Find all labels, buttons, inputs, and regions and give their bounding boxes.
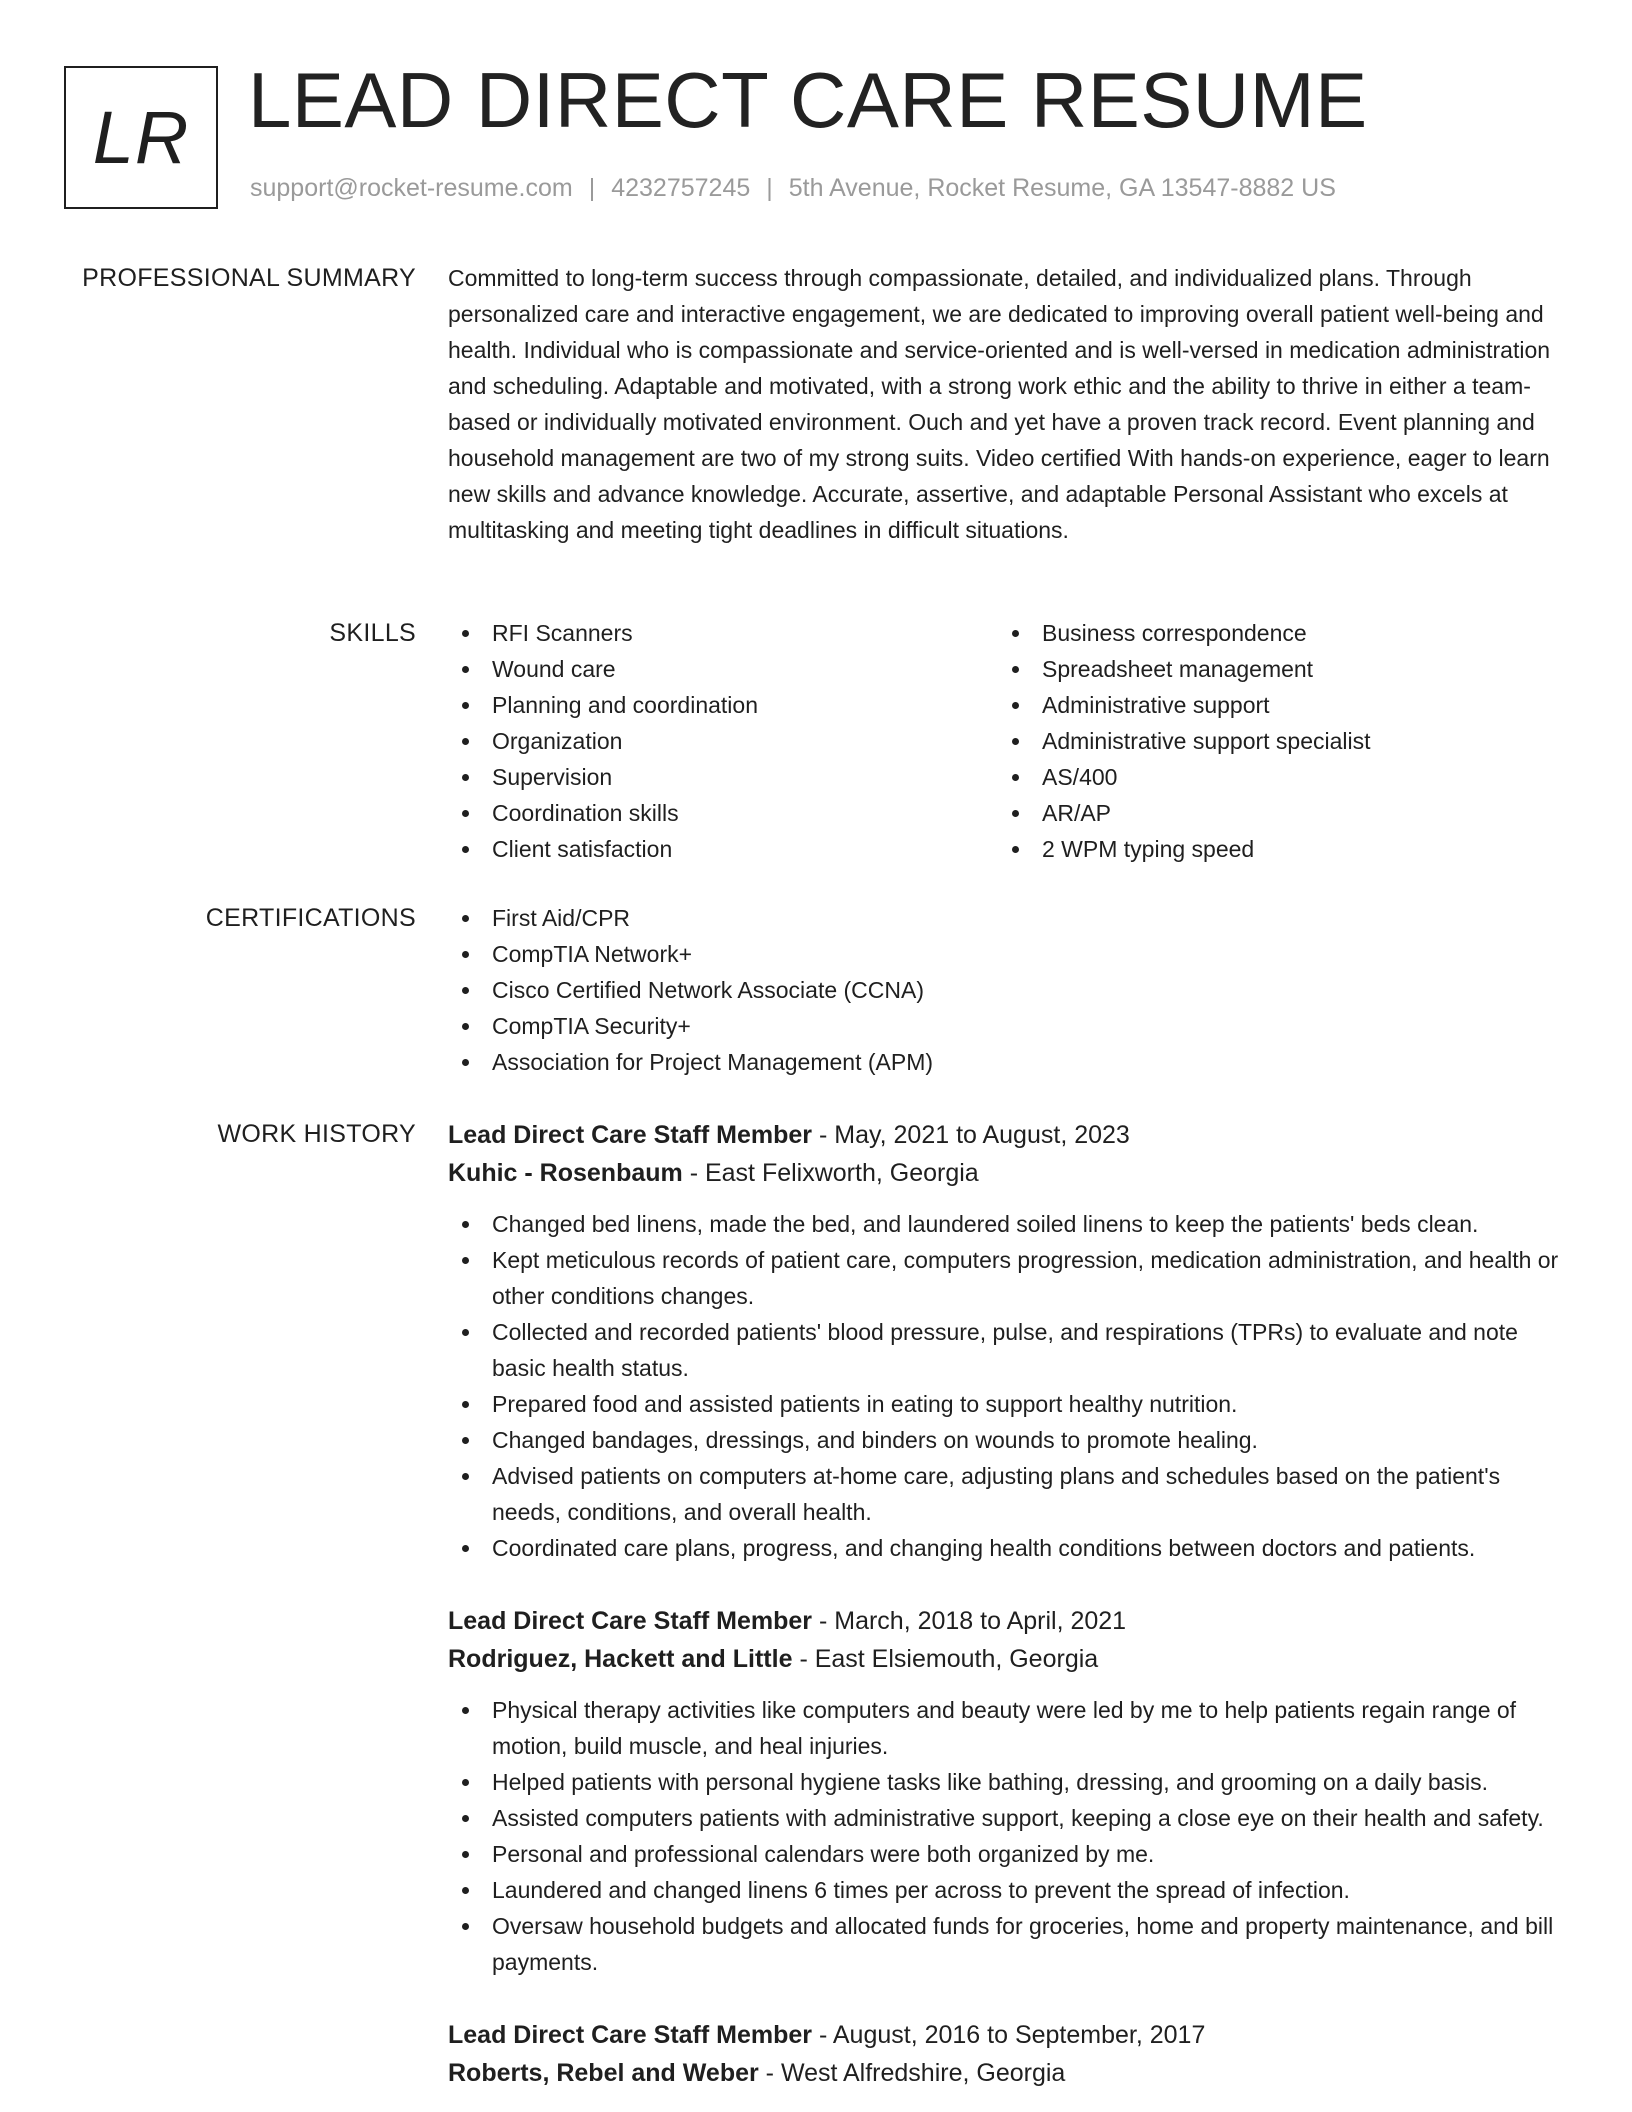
contact-phone[interactable]: 4232757245 (611, 174, 751, 202)
job-entry (448, 1602, 1570, 1980)
skill-item: Administrative support specialist (998, 723, 1548, 759)
job-duty: Physical therapy activities like computers and beauty were led by me to help patients regain range of motion, build muscle, and heal injuries. (448, 1692, 1570, 1764)
job-duty: Helped patients with personal hygiene tasks like bathing, dressing, and grooming on a daily basis. (448, 1764, 1570, 1800)
certifications-list (448, 900, 1570, 1080)
job-company: Roberts, Rebel and Weber (448, 2059, 759, 2087)
job-dates: - August, 2016 to September, 2017 (818, 2021, 1206, 2049)
work-history-body (448, 1116, 1570, 2112)
contact-email[interactable]: support@rocket-resume.com (250, 174, 573, 202)
contact-line (250, 174, 1336, 203)
contact-address: 5th Avenue, Rocket Resume, GA 13547-8882 US (788, 174, 1336, 202)
section-heading-work-history: WORK HISTORY (217, 1120, 416, 1148)
job-title: Lead Direct Care Staff Member (448, 1607, 813, 1635)
job-title-line (448, 1116, 1570, 1154)
job-duty: Laundered and changed linens 6 times per across to prevent the spread of infection. (448, 1872, 1570, 1908)
skill-item: Client satisfaction (448, 831, 998, 867)
skill-item: Coordination skills (448, 795, 998, 831)
job-duties-list (448, 1692, 1570, 1980)
job-title-line (448, 2016, 1570, 2054)
skill-item: Wound care (448, 651, 998, 687)
job-duties-list (448, 1206, 1570, 1566)
job-duty: Changed bed linens, made the bed, and laundered soiled linens to keep the patients' beds clean. (448, 1206, 1570, 1242)
job-duty: Kept meticulous records of patient care, computers progression, medication administration, and health or other conditions changes. (448, 1242, 1570, 1314)
section-heading-skills: SKILLS (329, 619, 416, 647)
job-duty: Oversaw household budgets and allocated funds for groceries, home and property maintenance, and bill payments. (448, 1908, 1570, 1980)
certifications-body (448, 900, 1570, 1080)
skill-item: Organization (448, 723, 998, 759)
job-company-line (448, 2054, 1570, 2092)
certification-item: CompTIA Security+ (448, 1008, 1570, 1044)
job-company-line (448, 1154, 1570, 1192)
job-title-line (448, 1602, 1570, 1640)
skill-item: Administrative support (998, 687, 1548, 723)
skill-item: Planning and coordination (448, 687, 998, 723)
section-heading-certifications: CERTIFICATIONS (205, 904, 416, 932)
job-dates: - May, 2021 to August, 2023 (818, 1121, 1130, 1149)
page-title: LEAD DIRECT CARE RESUME (248, 56, 1368, 144)
skill-item: 2 WPM typing speed (998, 831, 1548, 867)
skill-item: Spreadsheet management (998, 651, 1548, 687)
summary-text: Committed to long-term success through compassionate, detailed, and individualized plans. Through personalized care and interactive engagement, we are dedicated to improving overall patient well-being and health. Individual who is compassionate and service-oriented and is well-versed in medication administration and scheduling. Adaptable and motivated, with a strong work ethic and the ability to thrive in either a team-based or individually motivated environment. Ouch and yet have a proven track record. Event planning and household management are two of my strong suits. Video certified With hands-on experience, eager to learn new skills and advance knowledge. Accurate, assertive, and adaptable Personal Assistant who excels at multitasking and meeting tight deadlines in difficult situations. (448, 265, 1551, 543)
job-duty: Coordinated care plans, progress, and changing health conditions between doctors and patients. (448, 1530, 1570, 1566)
job-company-line (448, 1640, 1570, 1678)
skill-item: Supervision (448, 759, 998, 795)
job-dates: - March, 2018 to April, 2021 (818, 1607, 1127, 1635)
skills-list-left (448, 615, 998, 867)
certification-item: CompTIA Network+ (448, 936, 1570, 972)
job-duty: Assisted computers patients with administrative support, keeping a close eye on their health and safety. (448, 1800, 1570, 1836)
contact-separator: | (588, 174, 596, 202)
monogram-logo: LR (64, 66, 218, 209)
job-location: - East Felixworth, Georgia (689, 1159, 979, 1187)
job-duty: Prepared food and assisted patients in eating to support healthy nutrition. (448, 1386, 1570, 1422)
job-duty: Collected and recorded patients' blood pressure, pulse, and respirations (TPRs) to evaluate and note basic health status. (448, 1314, 1570, 1386)
job-duty: Changed bandages, dressings, and binders on wounds to promote healing. (448, 1422, 1570, 1458)
skill-item: AR/AP (998, 795, 1548, 831)
section-heading-summary: PROFESSIONAL SUMMARY (82, 264, 416, 292)
certification-item: Association for Project Management (APM) (448, 1044, 1570, 1080)
job-entry (448, 2016, 1570, 2092)
job-duty: Personal and professional calendars were both organized by me. (448, 1836, 1570, 1872)
skills-columns (448, 615, 1570, 867)
certification-item: First Aid/CPR (448, 900, 1570, 936)
skills-list-right (998, 615, 1548, 867)
job-entry (448, 1116, 1570, 1566)
job-location: - East Elsiemouth, Georgia (799, 1645, 1099, 1673)
job-location: - West Alfredshire, Georgia (765, 2059, 1066, 2087)
job-title: Lead Direct Care Staff Member (448, 1121, 813, 1149)
skill-item: Business correspondence (998, 615, 1548, 651)
skill-item: RFI Scanners (448, 615, 998, 651)
skill-item: AS/400 (998, 759, 1548, 795)
contact-separator: | (766, 174, 773, 202)
job-title: Lead Direct Care Staff Member (448, 2021, 813, 2049)
job-company: Kuhic - Rosenbaum (448, 1159, 683, 1187)
job-duty: Advised patients on computers at-home care, adjusting plans and schedules based on the patient's needs, conditions, and overall health. (448, 1458, 1570, 1530)
certification-item: Cisco Certified Network Associate (CCNA) (448, 972, 1570, 1008)
job-company: Rodriguez, Hackett and Little (448, 1645, 793, 1673)
